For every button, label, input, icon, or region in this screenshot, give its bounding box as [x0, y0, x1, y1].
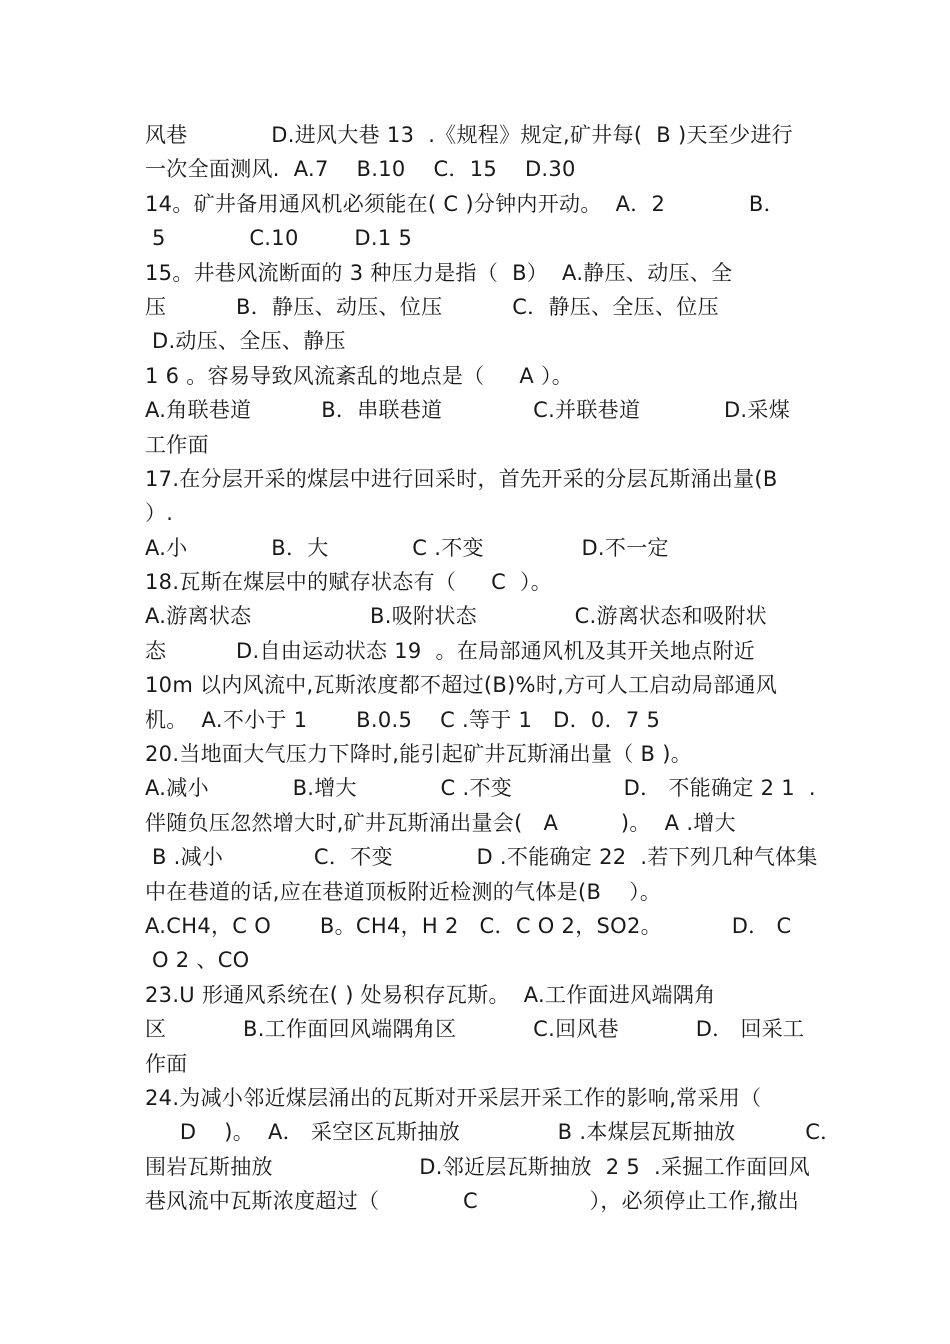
text-line: ）.: [145, 501, 174, 526]
text-line: A.减小 B.增大 C .不变 D． 不能确定 2 1 .: [145, 776, 816, 801]
text-line: B .减小 C．不变 D .不能确定 22 .若下列几种气体集: [145, 845, 818, 870]
text-line: O 2 、CO: [145, 948, 250, 973]
text-line: 围岩瓦斯抽放 D.邻近层瓦斯抽放 2 5 .采掘工作面回风: [145, 1154, 811, 1179]
text-line: 机。 A.不小于 1 B.0.5 C .等于 1 D．0．7 5: [145, 707, 661, 732]
text-line: 17.在分层开采的煤层中进行回采时，首先开采的分层瓦斯涌出量(B: [145, 466, 778, 491]
text-line: 15。井巷风流断面的 3 种压力是指（ B） A.静压、动压、全: [145, 260, 733, 285]
text-line: 14。矿井备用通风机必须能在( C )分钟内开动。 A．2 B．: [145, 191, 785, 216]
text-line: 区 B.工作面回风端隅角区 C.回风巷 D． 回采工: [145, 1017, 805, 1042]
text-line: D )。 A． 采空区瓦斯抽放 B .本煤层瓦斯抽放 C．: [145, 1120, 842, 1145]
text-line: 工作面: [145, 432, 209, 457]
text-line: 巷风流中瓦斯浓度超过（ C ），必须停止工作,撤出: [145, 1189, 800, 1214]
text-line: A.CH4，C O B。CH4，H 2 C．C O 2，SO2。 D． C: [145, 913, 792, 938]
document-body: [145, 118, 842, 1219]
text-line: 态 D.自由运动状态 19 。在局部通风机及其开关地点附近: [145, 638, 756, 663]
text-line: 中在巷道的话,应在巷道顶板附近检测的气体是(B ）。: [145, 879, 662, 904]
text-line: 1 6 。容易导致风流紊乱的地点是（ A ）。: [145, 363, 574, 388]
text-line: 一次全面测风. A.7 B.10 C．15 D.30: [145, 157, 576, 182]
text-line: 伴随负压忽然增大时,矿井瓦斯涌出量会( A )。 A .增大: [145, 810, 736, 835]
text-line: 作面: [145, 1051, 188, 1076]
text-line: 18.瓦斯在煤层中的赋存状态有（ C ）。: [145, 570, 553, 595]
text-line: A.角联巷道 B．串联巷道 C.并联巷道 D.采煤: [145, 398, 790, 423]
text-line: D.动压、全压、静压: [145, 329, 346, 354]
text-line: 压 B．静压、动压、位压 C．静压、全压、位压: [145, 294, 719, 319]
text-line: 5 C.10 D.1 5: [145, 226, 413, 251]
text-line: 风巷 D.进风大巷 13 .《规程》规定,矿井每( B )天至少进行: [145, 123, 793, 147]
text-line: 23.U 形通风系统在( ) 处易积存瓦斯。 A.工作面进风端隅角: [145, 982, 716, 1007]
text-line: A.小 B．大 C .不变 D.不一定: [145, 535, 669, 560]
text-line: 10m 以内风流中,瓦斯浓度都不超过(B)%时,方可人工启动局部通风: [145, 673, 778, 698]
text-line: 24.为减小邻近煤层涌出的瓦斯对开采层开采工作的影响,常采用（: [145, 1085, 762, 1110]
text-line: A.游离状态 B.吸附状态 C.游离状态和吸附状: [145, 604, 767, 629]
text-line: 20.当地面大气压力下降时,能引起矿井瓦斯涌出量（ B )。: [145, 742, 693, 767]
